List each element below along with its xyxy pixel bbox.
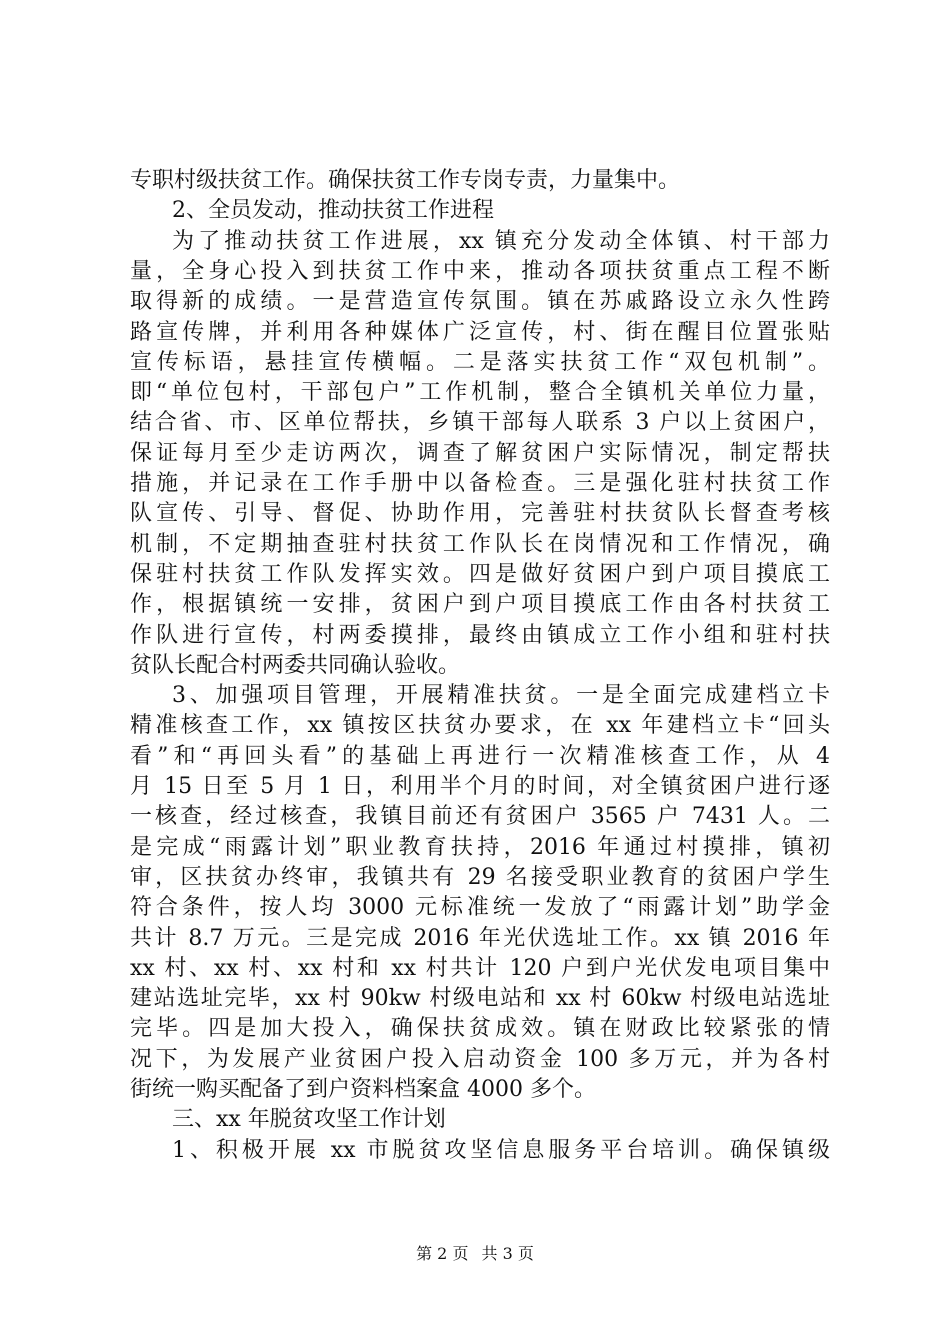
text-line: xx 村、xx 村、xx 村和 xx 村共计 120 户到户光伏发电项目集中	[130, 955, 830, 981]
text-line: 符合条件，按人均 3000 元标准统一发放了“雨露计划”助学金	[130, 895, 830, 921]
text-line: 结合省、市、区单位帮扶，乡镇干部每人联系 3 户以上贫困户，	[130, 410, 830, 436]
page-footer	[0, 1244, 950, 1264]
text-line: 为了推动扶贫工作进展，xx 镇充分发动全体镇、村干部力	[172, 228, 830, 254]
text-line: 精准核查工作，xx 镇按区扶贫办要求，在 xx 年建档立卡“回头	[130, 713, 830, 739]
text-line: 贫队长配合村两委共同确认验收。	[130, 652, 461, 678]
text-line: 宣传标语，悬挂宣传横幅。二是落实扶贫工作“双包机制”。	[130, 349, 830, 375]
text-line: 是完成“雨露计划”职业教育扶持，2016 年通过村摸排，镇初	[130, 834, 830, 860]
text-line: 路宣传牌，并利用各种媒体广泛宣传，村、街在醒目位置张贴	[130, 319, 830, 345]
text-line: 即“单位包村，干部包户”工作机制，整合全镇机关单位力量，	[130, 380, 830, 406]
text-line: 看”和“再回头看”的基础上再进行一次精准核查工作，从 4	[130, 743, 830, 769]
text-line: 作，根据镇统一安排，贫困户到户项目摸底工作由各村扶贫工	[130, 592, 830, 618]
text-line: 三、xx 年脱贫攻坚工作计划	[172, 1107, 446, 1133]
text-line: 2、全员发动，推动扶贫工作进程	[172, 198, 494, 224]
text-line: 作队进行宣传，村两委摸排，最终由镇成立工作小组和驻村扶	[130, 622, 830, 648]
text-line: 专职村级扶贫工作。确保扶贫工作专岗专责，力量集中。	[130, 168, 681, 193]
text-line: 况下，为发展产业贫困户投入启动资金 100 多万元，并为各村	[130, 1046, 830, 1072]
text-line: 完毕。四是加大投入，确保扶贫成效。镇在财政比较紧张的情	[130, 1016, 830, 1042]
text-line: 共计 8.7 万元。三是完成 2016 年光伏选址工作。xx 镇 2016 年	[130, 925, 830, 951]
text-line: 3、加强项目管理，开展精准扶贫。一是全面完成建档立卡	[172, 683, 830, 709]
text-line: 一核查，经过核查，我镇目前还有贫困户 3565 户 7431 人。二	[130, 804, 830, 830]
text-line: 措施，并记录在工作手册中以备检查。三是强化驻村扶贫工作	[130, 471, 830, 496]
text-line: 建站选址完毕，xx 村 90kw 村级电站和 xx 村 60kw 村级电站选址	[130, 986, 830, 1012]
page-total: 共 3 页	[481, 1244, 534, 1263]
text-line: 量，全身心投入到扶贫工作中来，推动各项扶贫重点工程不断	[130, 258, 830, 284]
text-line: 保证每月至少走访两次，调查了解贫困户实际情况，制定帮扶	[130, 440, 830, 466]
text-line: 审，区扶贫办终审，我镇共有 29 名接受职业教育的贫困户学生	[130, 864, 830, 890]
text-line: 月 15 日至 5 月 1 日，利用半个月的时间，对全镇贫困户进行逐	[130, 774, 830, 799]
text-line: 取得新的成绩。一是营造宣传氛围。镇在苏戚路设立永久性跨	[130, 289, 830, 315]
text-line: 队宣传、引导、督促、协助作用，完善驻村扶贫队长督查考核	[130, 501, 830, 527]
text-line: 机制，不定期抽查驻村扶贫工作队长在岗情况和工作情况，确	[130, 531, 830, 557]
text-line: 街统一购买配备了到户资料档案盒 4000 多个。	[130, 1077, 596, 1102]
text-line: 1、积极开展 xx 市脱贫攻坚信息服务平台培训。确保镇级	[172, 1137, 830, 1163]
page-number: 第 2 页	[416, 1244, 469, 1263]
text-line: 保驻村扶贫工作队发挥实效。四是做好贫困户到户项目摸底工	[130, 561, 830, 587]
